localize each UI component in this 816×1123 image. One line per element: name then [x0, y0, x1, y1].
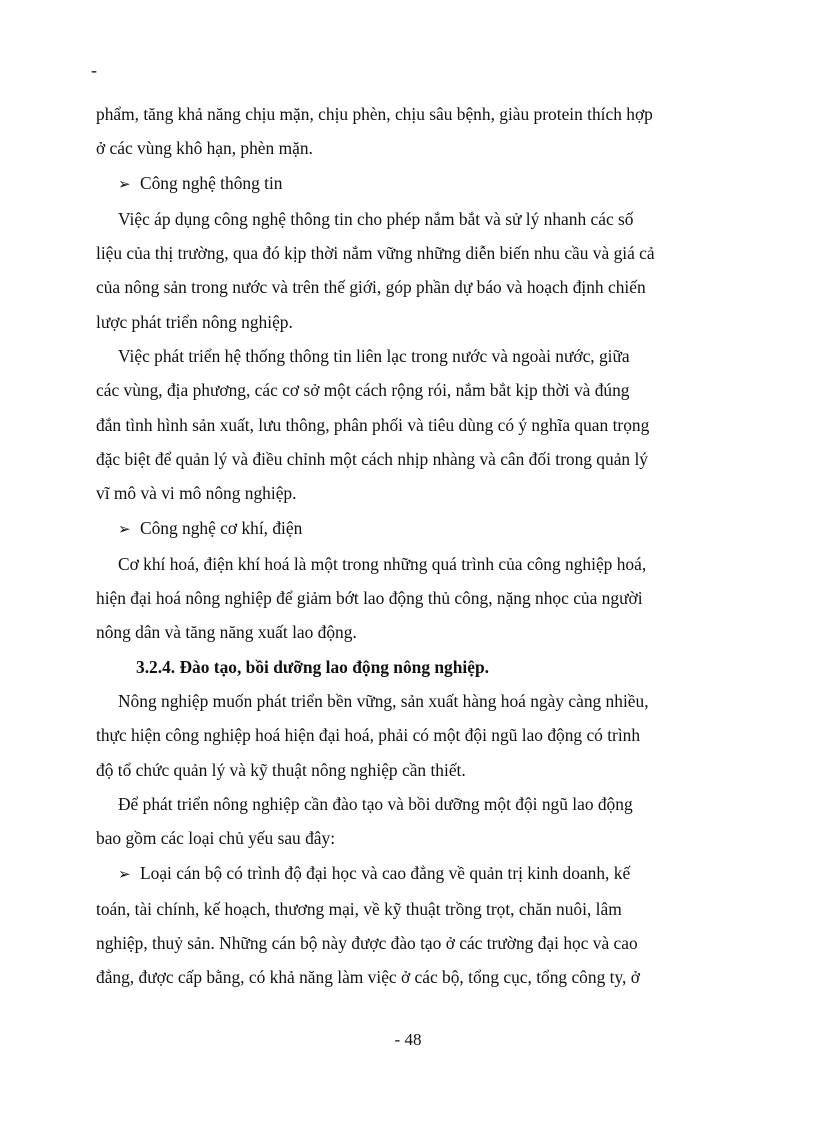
arrow-bullet-icon: ➢: [118, 176, 131, 193]
text-line: thực hiện công nghiệp hoá hiện đại hoá, phải có một đội ngũ lao động có trình: [96, 725, 641, 746]
text-line: lược phát triển nông nghiệp.: [96, 311, 293, 332]
text-line: đắn tình hình sản xuất, lưu thông, phân phối và tiêu dùng có ý nghĩa quan trọng: [96, 414, 650, 435]
text-line: đẳng, được cấp bằng, có khả năng làm việc ở các bộ, tổng cục, tổng công ty, ở: [96, 967, 640, 988]
text-line: Để phát triển nông nghiệp cần đào tạo và bồi dưỡng một đội ngũ lao động: [118, 793, 633, 814]
arrow-bullet-icon: ➢: [118, 866, 131, 883]
page-number: - 48: [394, 1030, 422, 1049]
text-line: hiện đại hoá nông nghiệp để giảm bớt lao động thủ công, nặng nhọc của người: [96, 588, 643, 609]
text-line: nghiệp, thuỷ sản. Những cán bộ này được đào tạo ở các trường đại học và cao: [96, 933, 638, 954]
text-line: vĩ mô và vi mô nông nghiệp.: [96, 483, 297, 504]
text-line: của nông sản trong nước và trên thế giới, góp phần dự báo và hoạch định chiến: [96, 277, 646, 298]
text-line: ở các vùng khô hạn, phèn mặn.: [96, 138, 313, 159]
top-dash-mark: -: [91, 60, 97, 80]
text-line: đặc biệt để quản lý và điều chỉnh một cách nhịp nhàng và cân đối trong quản lý: [96, 448, 648, 469]
bullet-text: Công nghệ thông tin: [140, 172, 283, 193]
text-line: Nông nghiệp muốn phát triển bền vững, sản xuất hàng hoá ngày càng nhiều,: [118, 691, 649, 712]
text-line: Việc phát triển hệ thống thông tin liên lạc trong nước và ngoài nước, giữa: [118, 346, 630, 367]
text-line: bao gồm các loại chủ yếu sau đây:: [96, 828, 336, 849]
bullet-item: [96, 166, 696, 202]
bullet-text: Công nghệ cơ khí, điện: [140, 517, 303, 538]
text-line: phẩm, tăng khả năng chịu mặn, chịu phèn, chịu sâu bệnh, giàu protein thích hợp: [96, 104, 653, 124]
text-line: nông dân và tăng năng xuất lao động.: [96, 622, 357, 643]
text-line: các vùng, địa phương, các cơ sở một cách rộng rói, nắm bắt kịp thời và đúng: [96, 380, 630, 401]
text-line: Cơ khí hoá, điện khí hoá là một trong những quá trình của công nghiệp hoá,: [118, 553, 647, 574]
text-line: liệu của thị trường, qua đó kịp thời nắm vững những diễn biến nhu cầu và giá cả: [96, 243, 655, 264]
arrow-bullet-icon: ➢: [118, 521, 131, 538]
document-body: [96, 97, 696, 995]
text-line: độ tổ chức quản lý và kỹ thuật nông nghiệp cần thiết.: [96, 759, 466, 780]
bullet-item: [96, 511, 696, 547]
bullet-item: [96, 856, 696, 892]
text-line: toán, tài chính, kế hoạch, thương mại, về kỹ thuật trồng trọt, chăn nuôi, lâm: [96, 898, 622, 919]
bullet-text: Loại cán bộ có trình độ đại học và cao đẳng về quản trị kinh doanh, kế: [140, 862, 631, 883]
section-heading: 3.2.4. Đào tạo, bồi dưỡng lao động nông nghiệp.: [136, 656, 489, 677]
text-line: Việc áp dụng công nghệ thông tin cho phép nắm bắt và sử lý nhanh các số: [118, 208, 634, 229]
